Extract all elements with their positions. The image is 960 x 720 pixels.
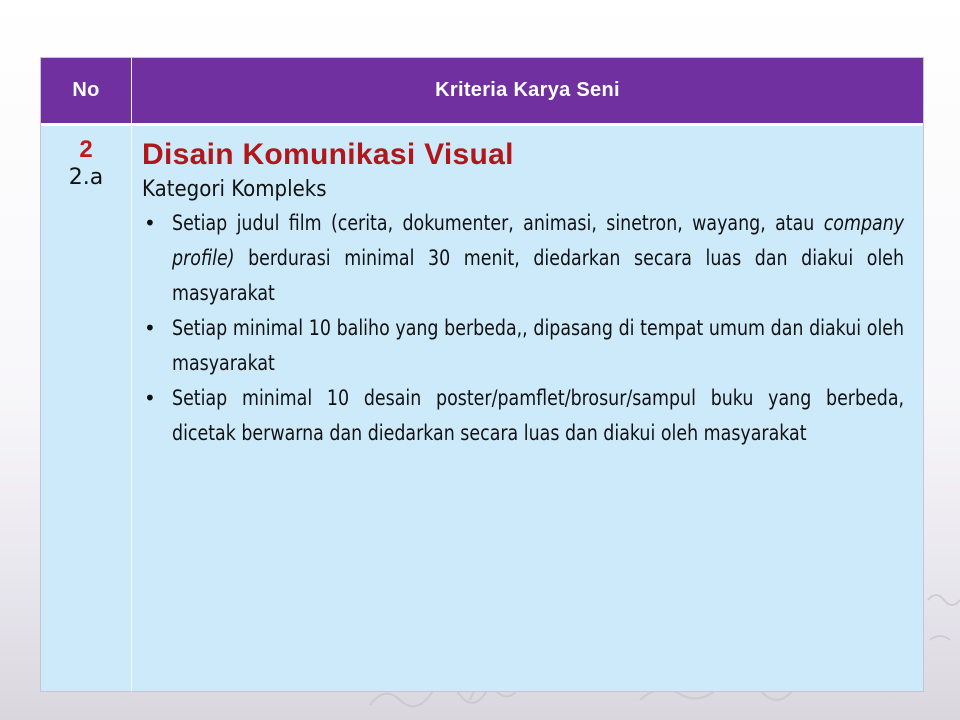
header-criteria: Kriteria Karya Seni	[132, 58, 923, 123]
row-number: 2	[79, 136, 93, 163]
item-text: Setiap judul film (cerita, dokumenter, animasi, sinetron, wayang, atau	[172, 211, 824, 235]
list-item	[142, 381, 907, 451]
criteria-table	[40, 57, 924, 692]
category-label: Kategori Kompleks	[142, 177, 327, 202]
list-item	[142, 206, 907, 311]
row-content-cell	[132, 123, 923, 691]
bullet-icon: •	[144, 316, 156, 340]
bullet-icon: •	[144, 386, 156, 410]
item-text: Setiap minimal 10 desain poster/pamflet/brosur/sampul buku yang berbeda, dicetak berwarna dan diedarkan secara luas dan diakui oleh masyarakat	[172, 386, 905, 445]
criteria-list	[142, 206, 907, 451]
item-text-cont: berdurasi minimal 30 menit, diedarkan secara luas dan diakui oleh masyarakat	[172, 246, 905, 305]
bullet-icon: •	[144, 211, 156, 235]
item-text: Setiap minimal 10 baliho yang berbeda,, dipasang di tempat umum dan diakui oleh masyarakat	[172, 316, 905, 375]
row-subnumber: 2.a	[68, 165, 104, 190]
header-no: No	[41, 58, 132, 123]
row-number-cell	[41, 123, 132, 691]
section-title: Disain Komunikasi Visual	[142, 138, 514, 171]
item-italic-text: company profile)	[172, 211, 905, 270]
list-item	[142, 311, 907, 381]
